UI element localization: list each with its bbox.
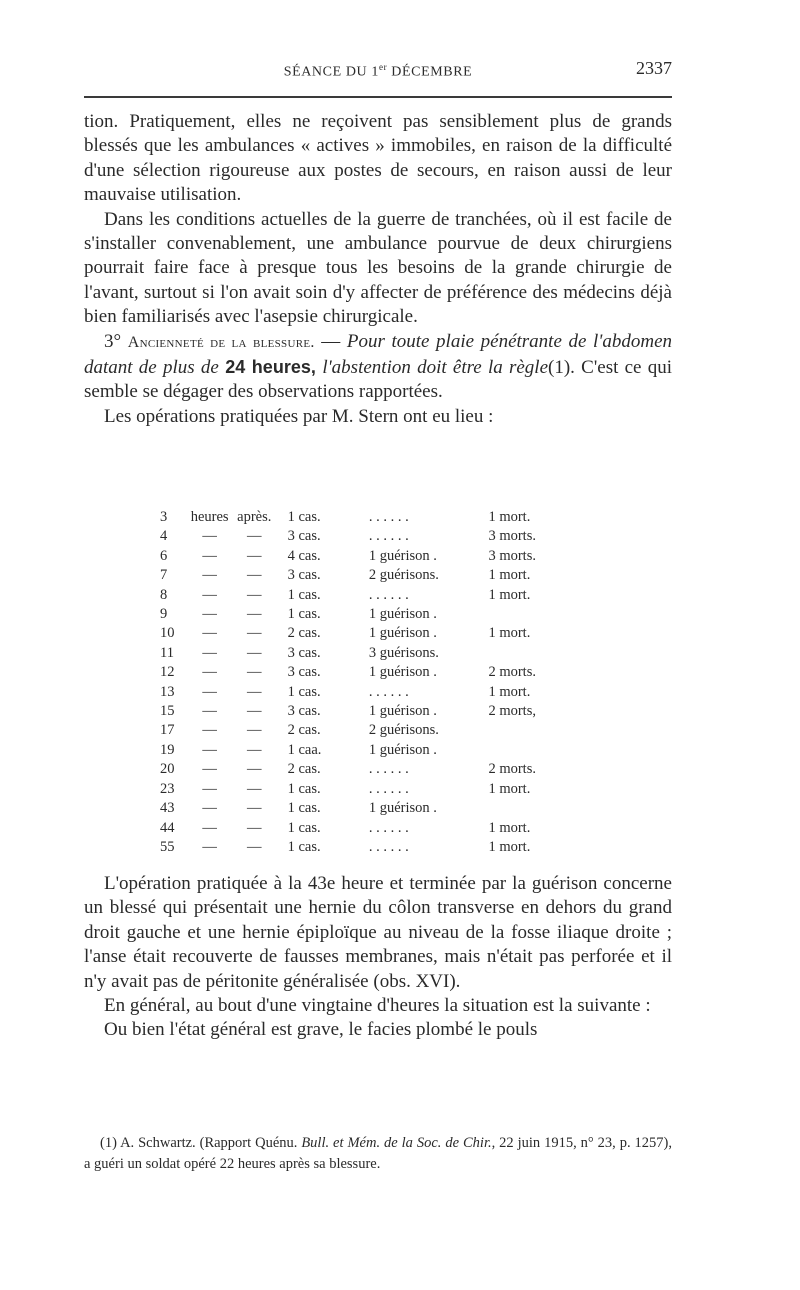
row-after: — <box>247 683 262 700</box>
footnote-text-start: A. Schwartz. (Rapport Quénu. <box>116 1135 302 1151</box>
row-unit: — <box>202 683 217 700</box>
row-unit: — <box>202 761 217 778</box>
row-result: 1 guérison . <box>368 800 437 817</box>
row-result: 1 guérison . <box>368 741 437 758</box>
row-hours: 44 <box>160 819 175 836</box>
row-unit: — <box>202 722 217 739</box>
row-hours: 3 <box>160 509 168 525</box>
table-row <box>160 547 600 566</box>
row-result: 1 guérison . <box>368 606 437 623</box>
row-cases: 4 cas. <box>287 547 321 564</box>
row-cases: 1 cas. <box>287 819 321 836</box>
row-deaths: 1 mort. <box>488 625 531 642</box>
row-hours: 4 <box>160 528 168 545</box>
row-deaths <box>488 721 600 740</box>
table-row <box>160 702 600 721</box>
footnote-text-end: , 22 juin 1915, n° 23, p. 1257), a guéri un soldat opéré 22 heures après sa blessure. <box>84 1135 673 1172</box>
table-row <box>160 663 600 682</box>
row-result: . . . . . . <box>368 683 409 700</box>
row-deaths: 1 mort. <box>488 683 531 700</box>
row-unit: — <box>202 800 217 817</box>
paragraph-2: Dans les conditions actuelles de la guerre de tranchées, où il est facile de s'installer convenablement, une ambulance pourvue de deux chirurgiens pourrait faire face à presque tous les besoins de la grande chirurgie de l'avant, surtout si l'on avait soin d'y affecter de préférence des médecins déjà bien familiarisés avec l'asepsie chirurgicale. <box>84 208 672 328</box>
row-unit: heures <box>190 509 229 525</box>
row-after: — <box>247 567 262 584</box>
row-result: 1 guérison . <box>368 664 437 681</box>
header-rule <box>84 96 672 98</box>
table-row <box>160 566 600 585</box>
table-row <box>160 780 600 799</box>
paragraph-6: En général, au bout d'une vingtaine d'heures la situation est la suivante : <box>104 995 651 1017</box>
table-row <box>160 624 600 643</box>
operations-table-body <box>160 508 600 857</box>
row-deaths <box>488 644 600 663</box>
row-hours: 13 <box>160 683 175 700</box>
row-cases: 1 cas. <box>287 509 321 525</box>
table-row <box>160 586 600 605</box>
footnote-reference: (1) <box>548 357 571 379</box>
row-after: — <box>247 644 262 661</box>
row-deaths: 1 mort. <box>488 586 531 603</box>
table-row <box>160 760 600 779</box>
operations-table <box>160 508 600 857</box>
page-number: 2337 <box>636 58 672 78</box>
row-deaths: 2 morts. <box>488 664 536 681</box>
running-title-text: SÉANCE DU 1 <box>283 64 379 80</box>
row-hours: 55 <box>160 838 175 855</box>
row-hours: 9 <box>160 606 168 623</box>
row-after: — <box>247 800 262 817</box>
row-deaths: 2 morts. <box>488 761 536 778</box>
rule-text-italic: Pour toute plaie pénétrante de l'abdomen datant de plus de <box>84 330 673 379</box>
row-deaths: 3 morts. <box>488 528 536 545</box>
row-unit: — <box>202 838 217 855</box>
table-row <box>160 527 600 546</box>
row-cases: 2 cas. <box>287 625 321 642</box>
table-row <box>160 838 600 857</box>
row-deaths <box>488 799 600 818</box>
row-cases: 1 cas. <box>287 586 321 603</box>
row-unit: — <box>202 703 217 720</box>
row-result: 1 guérison . <box>368 703 437 720</box>
row-after: — <box>247 819 262 836</box>
row-after: — <box>247 722 262 739</box>
row-cases: 2 cas. <box>287 722 321 739</box>
row-after: après. <box>237 509 272 525</box>
row-cases: 1 cas. <box>287 683 321 700</box>
footnote <box>84 1133 672 1175</box>
paragraph-4: Les opérations pratiquées par M. Stern ont eu lieu : <box>104 405 494 427</box>
page-header <box>84 58 672 82</box>
row-after: — <box>247 528 262 545</box>
row-result: 2 guérisons. <box>368 567 439 584</box>
table-row <box>160 605 600 624</box>
footnote-marker: (1) <box>100 1135 117 1151</box>
row-unit: — <box>202 664 217 681</box>
row-cases: 1 cas. <box>287 800 321 817</box>
row-result: 1 guérison . <box>368 547 437 564</box>
row-cases: 2 cas. <box>287 761 321 778</box>
table-row <box>160 683 600 702</box>
row-cases: 3 cas. <box>287 567 321 584</box>
row-hours: 15 <box>160 703 175 720</box>
paragraph-5: L'opération pratiquée à la 43e heure et terminée par la guérison concerne un blessé qui présentait une hernie du côlon transverse en dehors du grand droit gauche et une hernie épiploïque au niveau de la fosse iliaque droite ; l'anse était recouverte de fausses membranes, mais n'était pas perforée et il n'y avait pas de péritonite généralisée (obs. XVI). <box>84 873 672 992</box>
row-after: — <box>247 741 262 758</box>
row-result: . . . . . . <box>368 761 409 778</box>
row-hours: 6 <box>160 547 168 564</box>
row-hours: 20 <box>160 761 175 778</box>
row-hours: 23 <box>160 780 175 797</box>
footnote-text <box>84 1133 672 1175</box>
running-title-text-end: DÉCEMBRE <box>387 64 473 80</box>
row-hours: 8 <box>160 586 168 603</box>
row-result: . . . . . . <box>368 528 409 545</box>
row-deaths: 1 mort. <box>488 567 531 584</box>
paragraph-3-rest: . C'est ce qui semble se dégager des observations rapportées. <box>84 357 672 403</box>
row-cases: 3 cas. <box>287 664 321 681</box>
row-hours: 12 <box>160 664 175 681</box>
rule-text-bold: 24 heures, <box>218 357 323 378</box>
table-row <box>160 819 600 838</box>
paragraph-3 <box>84 330 672 405</box>
table-row <box>160 799 600 818</box>
table-row <box>160 721 600 740</box>
body-text-bottom <box>84 872 672 1043</box>
row-result: 2 guérisons. <box>368 722 439 739</box>
row-unit: — <box>202 819 217 836</box>
row-cases: 1 cas. <box>287 780 321 797</box>
row-deaths: 1 mort. <box>488 819 531 836</box>
row-unit: — <box>202 780 217 797</box>
row-unit: — <box>202 606 217 623</box>
row-after: — <box>247 761 262 778</box>
row-unit: — <box>202 625 217 642</box>
row-cases: 1 cas. <box>287 838 321 855</box>
paragraph-7: Ou bien l'état général est grave, le facies plombé le pouls <box>104 1019 538 1041</box>
row-unit: — <box>202 547 217 564</box>
table-row <box>160 508 600 527</box>
row-result: . . . . . . <box>368 780 409 797</box>
row-result: . . . . . . <box>368 586 409 603</box>
row-after: — <box>247 703 262 720</box>
row-deaths: 2 morts, <box>488 703 536 720</box>
rule-text-italic-end: l'abstention doit être la règle <box>322 357 549 379</box>
row-unit: — <box>202 586 217 603</box>
running-title-superscript: er <box>378 62 388 72</box>
row-unit: — <box>202 741 217 758</box>
row-after: — <box>247 838 262 855</box>
row-unit: — <box>202 567 217 584</box>
row-deaths: 3 morts. <box>488 547 536 564</box>
row-result: . . . . . . <box>368 838 409 855</box>
row-hours: 19 <box>160 741 175 758</box>
row-deaths <box>488 605 600 624</box>
row-hours: 43 <box>160 800 175 817</box>
row-deaths: 1 mort. <box>488 838 531 855</box>
row-deaths: 1 mort. <box>488 780 531 797</box>
row-hours: 17 <box>160 722 175 739</box>
row-cases: 1 cas. <box>287 606 321 623</box>
row-result: 3 guérisons. <box>368 644 439 661</box>
running-title <box>84 62 672 81</box>
row-unit: — <box>202 528 217 545</box>
row-hours: 11 <box>160 644 174 661</box>
row-after: — <box>247 547 262 564</box>
row-unit: — <box>202 644 217 661</box>
row-cases: 3 cas. <box>287 528 321 545</box>
table-row <box>160 741 600 760</box>
section-heading: Ancienneté de la blessure. <box>127 333 315 351</box>
row-cases: 3 cas. <box>287 703 321 720</box>
row-cases: 1 caa. <box>287 741 322 758</box>
table-row <box>160 644 600 663</box>
row-cases: 3 cas. <box>287 644 321 661</box>
row-after: — <box>247 664 262 681</box>
row-result: . . . . . . <box>368 819 409 836</box>
row-result: 1 guérison . <box>368 625 437 642</box>
section-number: 3° <box>104 330 122 352</box>
body-text-top <box>84 110 672 429</box>
row-after: — <box>247 606 262 623</box>
row-after: — <box>247 586 262 603</box>
paragraph-1: tion. Pratiquement, elles ne reçoivent pas sensiblement plus de grands blessés que les ambulances « actives » immobiles, en raison de la difficulté d'une sélection rigoureuse aux postes de secours, en raison aussi de leur mauvaise utilisation. <box>84 111 672 206</box>
row-after: — <box>247 780 262 797</box>
row-after: — <box>247 625 262 642</box>
row-deaths <box>488 741 600 760</box>
row-hours: 10 <box>160 625 175 642</box>
section-dash: — <box>314 330 347 352</box>
row-deaths: 1 mort. <box>488 509 531 525</box>
row-hours: 7 <box>160 567 168 584</box>
row-result: . . . . . . <box>368 509 409 525</box>
footnote-journal-title: Bull. et Mém. de la Soc. de Chir. <box>301 1135 492 1151</box>
